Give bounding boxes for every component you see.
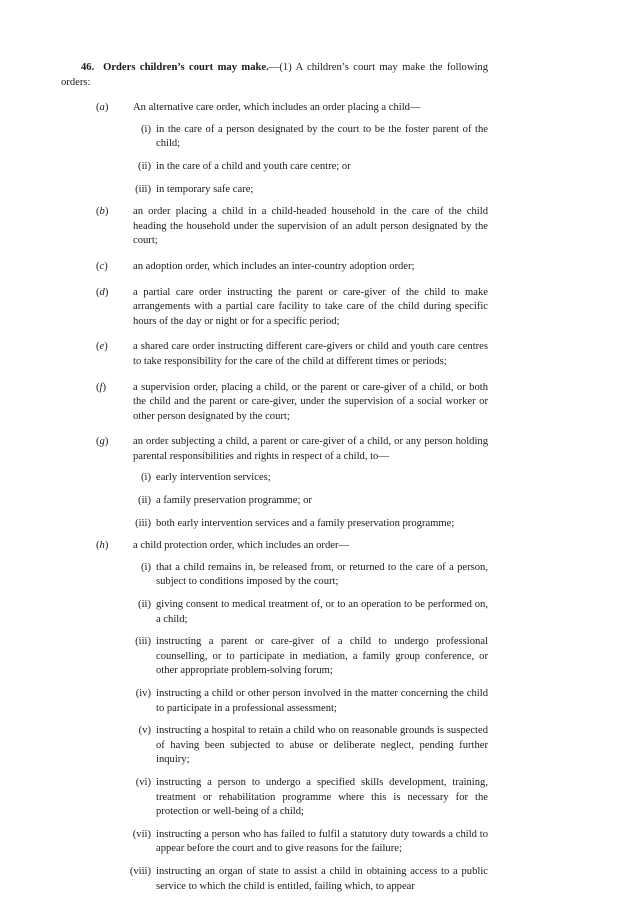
sub-paragraph-text: that a child remains in, be released from, or returned to the care of a person, subject to conditions imposed by the court; <box>156 561 488 588</box>
sub-paragraph <box>61 776 488 820</box>
sub-paragraph <box>61 561 488 590</box>
sub-paragraph <box>61 517 488 532</box>
sub-paragraph-number: (ii) <box>138 160 151 172</box>
order-paragraph <box>61 205 488 249</box>
order-list <box>61 101 488 894</box>
document-page <box>61 61 488 902</box>
sub-paragraph-text: giving consent to medical treatment of, or to an operation to be performed on, a child; <box>156 599 488 625</box>
paragraph-text: an order placing a child in a child-headed household in the care of the child heading the household under the supervision of an adult person designated by the court; <box>133 206 488 247</box>
order-paragraph <box>61 539 488 554</box>
sub-paragraph-number: (i) <box>141 561 151 573</box>
sub-paragraph-number: (vi) <box>135 776 151 788</box>
sub-paragraph-number: (ii) <box>138 495 151 507</box>
paragraph-text: an adoption order, which includes an inter-country adoption order; <box>133 260 415 272</box>
sub-paragraph-number: (viii) <box>129 865 151 877</box>
order-paragraph <box>61 260 488 275</box>
sub-paragraph-number: (iv) <box>135 688 151 699</box>
sub-paragraph-text: in the care of a person designated by the court to be the foster parent of the child; <box>156 123 488 150</box>
sub-paragraph-text: instructing a hospital to retain a child who on reasonable grounds is suspected of having been subjected to abuse or deliberate neglect, pending further inquiry; <box>156 725 488 766</box>
sub-paragraph <box>61 494 488 509</box>
paragraph-label: (e) <box>96 341 108 353</box>
sub-paragraph <box>61 598 488 627</box>
sub-paragraph-text: instructing a parent or care-giver of a child to undergo professional counselling, or to participate in mediation, a family group conference, or other appropriate problem-solving forum; <box>156 636 488 677</box>
sub-paragraph-number: (iii) <box>135 183 151 195</box>
sub-paragraph-text: both early intervention services and a family preservation programme; <box>156 517 455 529</box>
paragraph-label: (d) <box>96 286 109 298</box>
section-title: Orders children’s court may make. <box>103 62 269 73</box>
paragraph-text: a shared care order instructing different care-givers or child and youth care centres to take responsibility for the care of the child at different times or periods; <box>133 341 488 367</box>
paragraph-text: a supervision order, placing a child, or the parent or care-giver of a child, or both the child and the parent or care-giver, under the supervision of a social worker or other person designated by the court; <box>133 381 488 422</box>
paragraph-label: (h) <box>96 540 109 552</box>
paragraph-label: (b) <box>96 206 109 218</box>
paragraph-text: a child protection order, which includes an order— <box>133 540 350 552</box>
sub-paragraph-number: (iii) <box>135 636 151 648</box>
paragraph-text: An alternative care order, which includes an order placing a child— <box>133 102 421 114</box>
sub-paragraph <box>61 471 488 486</box>
paragraph-text: a partial care order instructing the parent or care-giver of the child to make arrangements with a partial care facility to take care of the child during specific hours of the day or night or for a specific period; <box>133 286 488 327</box>
paragraph-label: (f) <box>96 381 107 393</box>
sub-paragraph-text: early intervention services; <box>156 472 271 484</box>
order-paragraph <box>61 381 488 425</box>
section-heading <box>61 61 488 90</box>
sub-paragraph <box>61 724 488 768</box>
sub-paragraph-text: instructing a child or other person involved in the matter concerning the child to participate in a professional assessment; <box>156 688 488 714</box>
order-paragraph <box>61 340 488 369</box>
paragraph-label: (c) <box>96 260 108 272</box>
sub-paragraph-text: instructing a person who has failed to fulfil a statutory duty towards a child to appear before the court and to give reasons for the failure; <box>156 828 488 855</box>
sub-paragraph <box>61 635 488 679</box>
paragraph-text: an order subjecting a child, a parent or care-giver of a child, or any person holding parental responsibilities and rights in respect of a child, to— <box>133 436 488 462</box>
paragraph-label: (g) <box>96 436 109 448</box>
section-number: 46. <box>81 62 95 73</box>
order-paragraph <box>61 286 488 330</box>
sub-paragraph-number: (vii) <box>132 828 151 840</box>
sub-paragraph-text: in the care of a child and youth care centre; or <box>156 160 351 172</box>
order-paragraph <box>61 435 488 464</box>
sub-paragraph-number: (i) <box>141 472 151 484</box>
sub-paragraph <box>61 687 488 716</box>
sub-paragraph-number: (v) <box>138 725 151 737</box>
sub-paragraph-text: a family preservation programme; or <box>156 495 312 507</box>
sub-paragraph-number: (iii) <box>135 517 151 529</box>
sub-paragraph <box>61 123 488 152</box>
sub-paragraph <box>61 865 488 894</box>
sub-paragraph <box>61 828 488 857</box>
sub-paragraph <box>61 183 488 198</box>
sub-paragraph <box>61 160 488 175</box>
sub-paragraph-number: (ii) <box>138 599 151 611</box>
paragraph-label: (a) <box>96 102 109 114</box>
sub-paragraph-text: in temporary safe care; <box>156 183 254 195</box>
sub-paragraph-text: instructing a person to undergo a specified skills development, training, treatment or rehabilitation programme where this is necessary for the protection or well-being of a child; <box>156 776 488 818</box>
section-intro: —(1) A children’s court may make the following orders: <box>61 62 489 88</box>
order-paragraph <box>61 101 488 116</box>
sub-paragraph-text: instructing an organ of state to assist a child in obtaining access to a public service to which the child is entitled, failing which, to appear <box>156 865 488 892</box>
sub-paragraph-number: (i) <box>141 123 151 135</box>
